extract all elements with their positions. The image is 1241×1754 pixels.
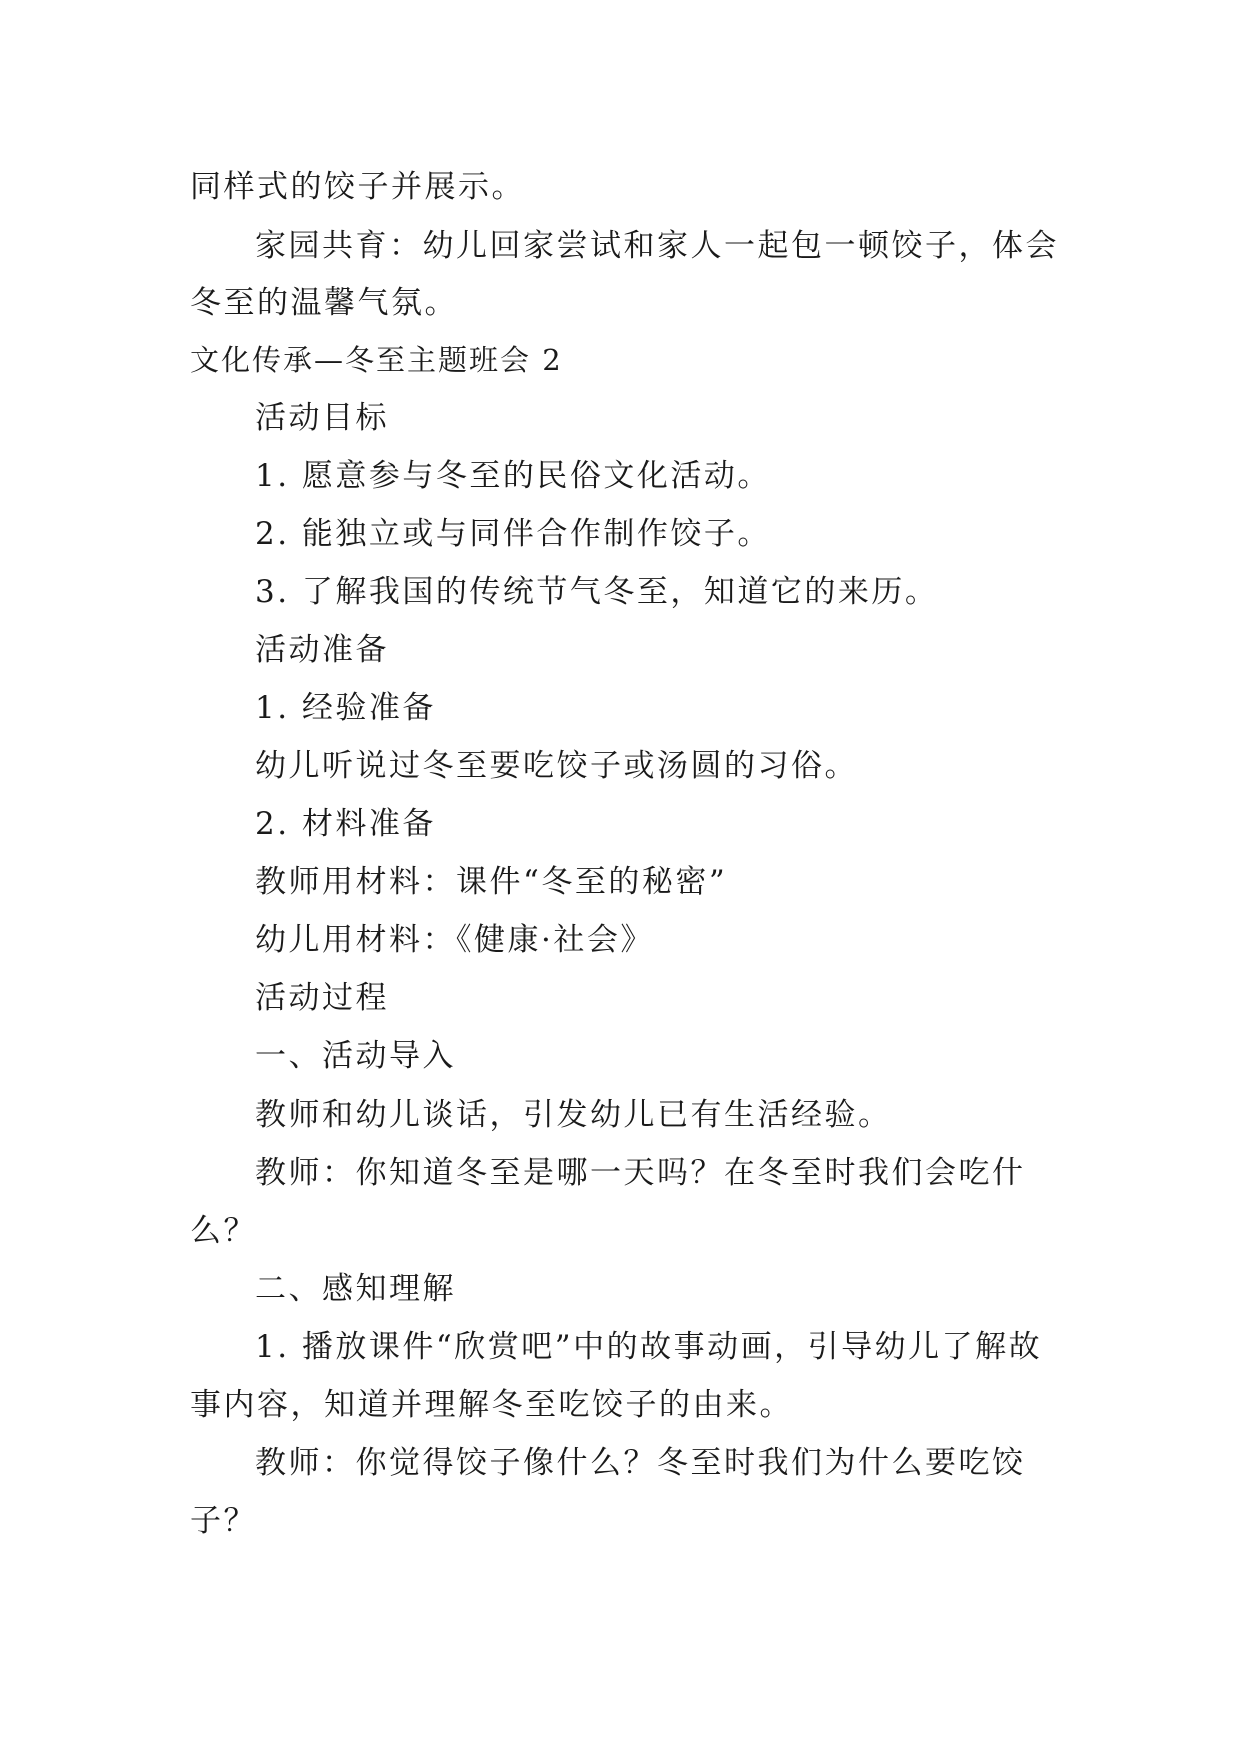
text-line: 1. 播放课件“欣赏吧”中的故事动画，引导幼儿了解故 bbox=[255, 1329, 1043, 1365]
text-line: 子？ bbox=[190, 1503, 257, 1539]
list-item: 1. 经验准备 bbox=[255, 690, 436, 726]
text-line: 同样式的饺子并展示。 bbox=[190, 169, 525, 205]
subheading: 二、感知理解 bbox=[255, 1271, 456, 1307]
text-line: 教师：你知道冬至是哪一天吗？在冬至时我们会吃什 bbox=[255, 1155, 1026, 1191]
heading-activity-process: 活动过程 bbox=[255, 980, 389, 1016]
list-item: 2. 能独立或与同伴合作制作饺子。 bbox=[255, 516, 771, 552]
text-line: 幼儿听说过冬至要吃饺子或汤圆的习俗。 bbox=[255, 748, 858, 784]
text-line: 幼儿用材料：《健康·社会》 bbox=[255, 922, 654, 958]
section-title: 文化传承—冬至主题班会 2 bbox=[190, 343, 563, 377]
subheading: 一、活动导入 bbox=[255, 1038, 456, 1074]
text-line: 事内容，知道并理解冬至吃饺子的由来。 bbox=[190, 1387, 793, 1423]
list-item: 1. 愿意参与冬至的民俗文化活动。 bbox=[255, 458, 771, 494]
list-item: 2. 材料准备 bbox=[255, 806, 436, 842]
text-line: 家园共育：幼儿回家尝试和家人一起包一顿饺子，体会 bbox=[255, 228, 1059, 264]
heading-activity-preparation: 活动准备 bbox=[255, 632, 389, 668]
list-item: 3. 了解我国的传统节气冬至，知道它的来历。 bbox=[255, 574, 939, 610]
heading-activity-goals: 活动目标 bbox=[255, 400, 389, 436]
text-line: 教师：你觉得饺子像什么？冬至时我们为什么要吃饺 bbox=[255, 1445, 1026, 1481]
text-line: 么？ bbox=[190, 1213, 257, 1249]
text-line: 教师用材料：课件“冬至的秘密” bbox=[255, 864, 728, 900]
text-line: 冬至的温馨气氛。 bbox=[190, 285, 458, 321]
text-line: 教师和幼儿谈话，引发幼儿已有生活经验。 bbox=[255, 1097, 892, 1133]
